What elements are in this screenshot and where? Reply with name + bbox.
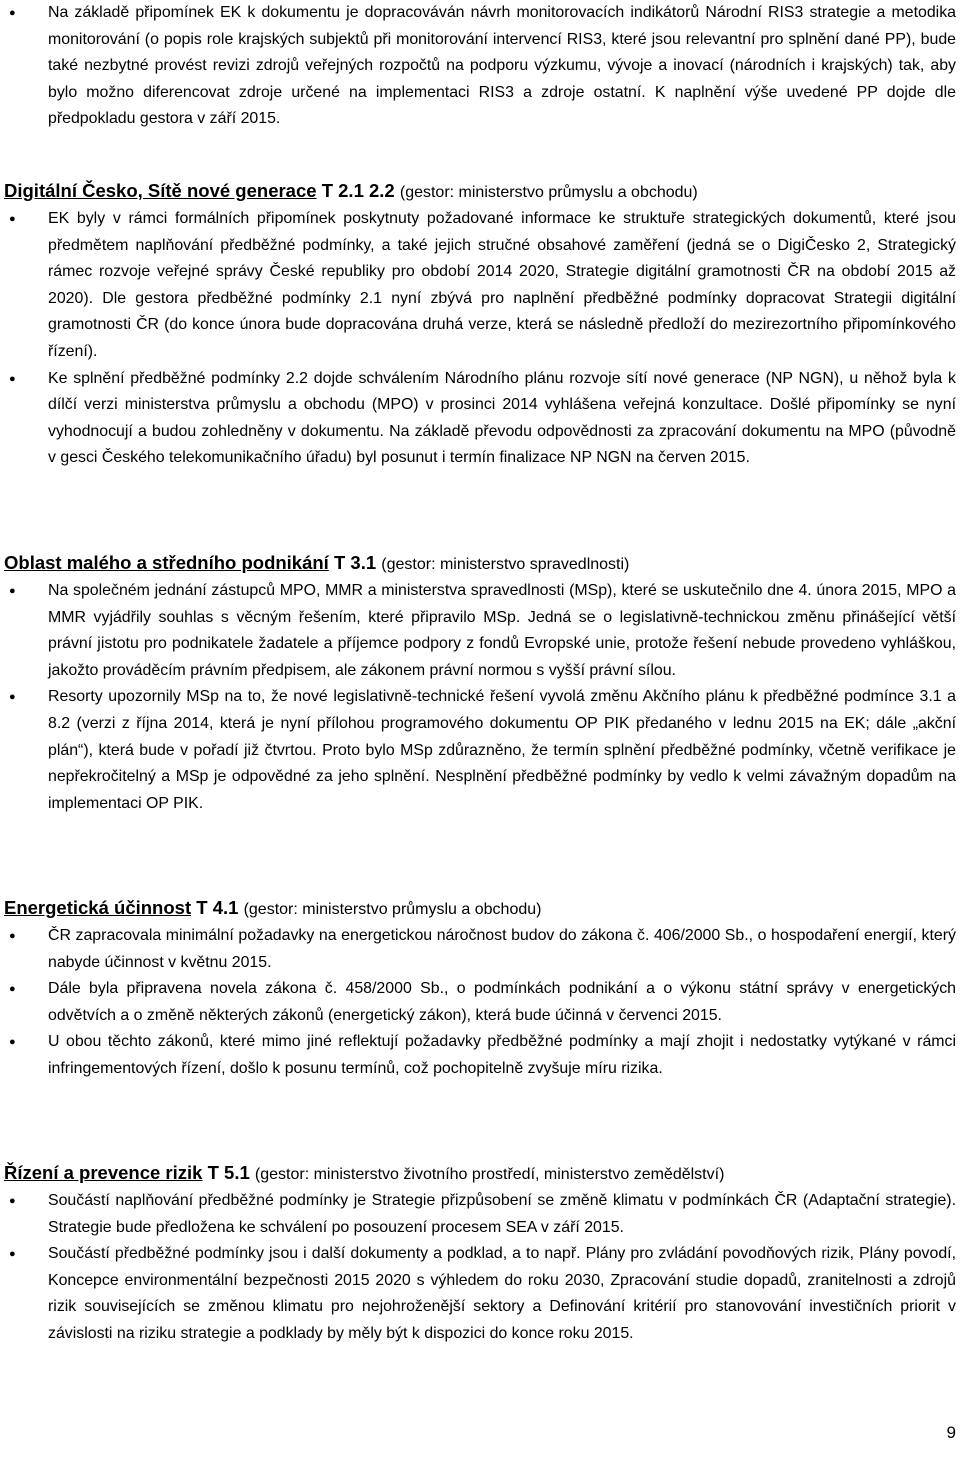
section-list — [4, 578, 956, 817]
list-item-text: Součástí předběžné podmínky jsou i další dokumenty a podklad, a to např. Plány pro zvládání povodňových rizik, Plány povodí, Koncepce environmentální bezpečnosti 2015 2020 s výhledem do roku 2030, Zpracování studie dopadů, zranitelnosti a zdrojů rizik souvisejících se změnou klimatu pro nejohroženější sektory a Definování kritérií pro stanovování investičních priorit v závislosti na riziku strategie a podklady by měly být k dispozici do konce roku 2015. — [48, 1245, 956, 1342]
list-item-text: Dále byla připravena novela zákona č. 458/2000 Sb., o podmínkách podnikání a o výkonu státní správy v energetických odvětvích a o změně některých zákonů (energetický zákon), která bude účinná v červenci 2015. — [48, 980, 956, 1024]
list-item — [4, 206, 956, 366]
section-gestor: (gestor: ministerstvo životního prostředí, ministerstvo zemědělství) — [254, 1166, 725, 1183]
list-item-text: EK byly v rámci formálních připomínek poskytnuty požadované informace ke struktuře strategických dokumentů, které jsou předmětem naplňování předběžné podmínky, a také jejich stručné obsahové zaměření (jedná se o DigiČesko 2, Strategický rámec rozvoje veřejné správy České republiky pro období 2014 2020, Strategie digitální gramotnosti ČR na období 2015 až 2020). Dle gestora předběžné podmínky 2.1 nyní zbývá pro naplnění předběžné podmínky dopracovat Strategii digitální gramotnosti ČR (do konce února bude dopracována druhá verze, která se následně předloží do mezirezortního připomínkového řízení). — [48, 210, 956, 360]
section-digital — [4, 178, 956, 472]
list-item-text: Na základě připomínek EK k dokumentu je dopracováván návrh monitorovacích indikátorů Národní RIS3 strategie a metodika monitorování (o popis role krajských subjektů při monitorování intervencí RIS3, které jsou relevantní pro splnění dané PP), bude také nezbytné provést revizi zdrojů veřejných rozpočtů na podporu výzkumu, vývoje a inovací (národních i krajských) tak, aby bylo možno diferencovat zdroje určené na implementaci RIS3 a zdroje ostatní. K naplnění výše uvedené PP dojde dle předpokladu gestora v září 2015. — [48, 4, 956, 128]
list-item — [4, 0, 956, 133]
section-list — [4, 206, 956, 472]
bullet-icon: ● — [9, 930, 16, 942]
section-code: T 3.1 — [333, 552, 377, 573]
section-heading — [4, 178, 956, 206]
list-item — [4, 578, 956, 684]
list-item — [4, 1029, 956, 1082]
list-item — [4, 1188, 956, 1241]
list-item — [4, 923, 956, 976]
bullet-icon: ● — [9, 1248, 16, 1261]
list-item-text: U obou těchto zákonů, které mimo jiné reflektují požadavky předběžné podmínky a mají zhojit i nedostatky vytýkané v rámci infringementových řízení, došlo k posunu termínů, což pochopitelně zvyšuje míru rizika. — [48, 1033, 956, 1077]
section-heading — [4, 1160, 956, 1188]
bullet-icon: ● — [9, 7, 16, 19]
section-title: Digitální Česko, Sítě nové generace — [4, 180, 317, 201]
list-item-text: Součástí naplňování předběžné podmínky je Strategie přizpůsobení se změně klimatu v podmínkách ČR (Adaptační strategie). Strategie bude předložena ke schválení po posouzení procesem SEA v září 2015. — [48, 1192, 956, 1236]
section-gestor: (gestor: ministerstvo průmyslu a obchodu) — [243, 901, 542, 918]
bullet-icon: ● — [9, 585, 16, 597]
bullet-icon: ● — [9, 1195, 16, 1207]
section-heading — [4, 895, 956, 923]
list-item-text: Na společném jednání zástupců MPO, MMR a ministerstva spravedlnosti (MSp), které se uskutečnilo dne 4. února 2015, MPO a MMR vyjádřily souhlas s věcným řešením, které připravilo MSp. Jedná se o legislativně-technickou změnu přinášející větší právní jistotu pro podnikatele žadatele a příjemce podpory z fondů Evropské unie, protože řešení nebude provedeno vyhláškou, jakožto prováděcím právním předpisem, ale zákonem právní normou s vyšší právní sílou. — [48, 582, 956, 679]
list-item — [4, 1241, 956, 1347]
section-title: Řízení a prevence rizik — [4, 1162, 203, 1183]
list-item — [4, 366, 956, 472]
bullet-icon: ● — [9, 691, 16, 704]
page-number: 9 — [946, 1423, 956, 1442]
bullet-icon: ● — [9, 1036, 16, 1049]
list-item — [4, 976, 956, 1029]
intro-list — [4, 0, 956, 133]
section-code: T 2.1 2.2 — [321, 180, 395, 201]
section-msp — [4, 550, 956, 817]
bullet-icon: ● — [9, 372, 16, 385]
section-list — [4, 1188, 956, 1348]
section-heading — [4, 550, 956, 578]
section-list — [4, 923, 956, 1083]
list-item — [4, 684, 956, 817]
list-item-text: ČR zapracovala minimální požadavky na energetickou náročnost budov do zákona č. 406/2000 Sb., o hospodaření energií, který nabyde účinnost v květnu 2015. — [48, 927, 956, 971]
section-gestor: (gestor: ministerstvo spravedlnosti) — [381, 556, 630, 573]
section-energy — [4, 895, 956, 1083]
section-code: T 4.1 — [196, 897, 239, 918]
section-gestor: (gestor: ministerstvo průmyslu a obchodu) — [399, 184, 698, 201]
section-title: Energetická účinnost — [4, 897, 192, 918]
section-title: Oblast malého a středního podnikání — [4, 552, 329, 573]
list-item-text: Resorty upozornily MSp na to, že nové legislativně-technické řešení vyvolá změnu Akčního plánu k předběžné podmínce 3.1 a 8.2 (verzi z října 2014, která je nyní přílohou programového dokumentu OP PIK předaného v lednu 2015 na EK; dále „akční plán“), která bude v pořadí již čtvrtou. Proto bylo MSp zdůrazněno, že termín splnění předběžné podmínky, včetně verifikace je nepřekročitelný a MSp je odpovědné za jeho splnění. Nesplnění předběžné podmínky by vedlo k velmi závažným dopadům na implementaci OP PIK. — [48, 688, 956, 812]
bullet-icon: ● — [9, 213, 16, 225]
list-item-text: Ke splnění předběžné podmínky 2.2 dojde schválením Národního plánu rozvoje sítí nové generace (NP NGN), u něhož byla k dílčí verzi ministerstva průmyslu a obchodu (MPO) v prosinci 2014 vyhlášena veřejná konzultace. Došlé připomínky se nyní vyhodnocují a budou zohledněny v dokumentu. Na základě převodu odpovědnosti za zpracování dokumentu na MPO (původně v gesci Českého telekomunikačního úřadu) byl posunut i termín finalizace NP NGN na červen 2015. — [48, 369, 956, 467]
section-code: T 5.1 — [207, 1162, 250, 1183]
section-risk — [4, 1160, 956, 1348]
bullet-icon: ● — [9, 983, 16, 996]
intro-block — [4, 0, 956, 133]
